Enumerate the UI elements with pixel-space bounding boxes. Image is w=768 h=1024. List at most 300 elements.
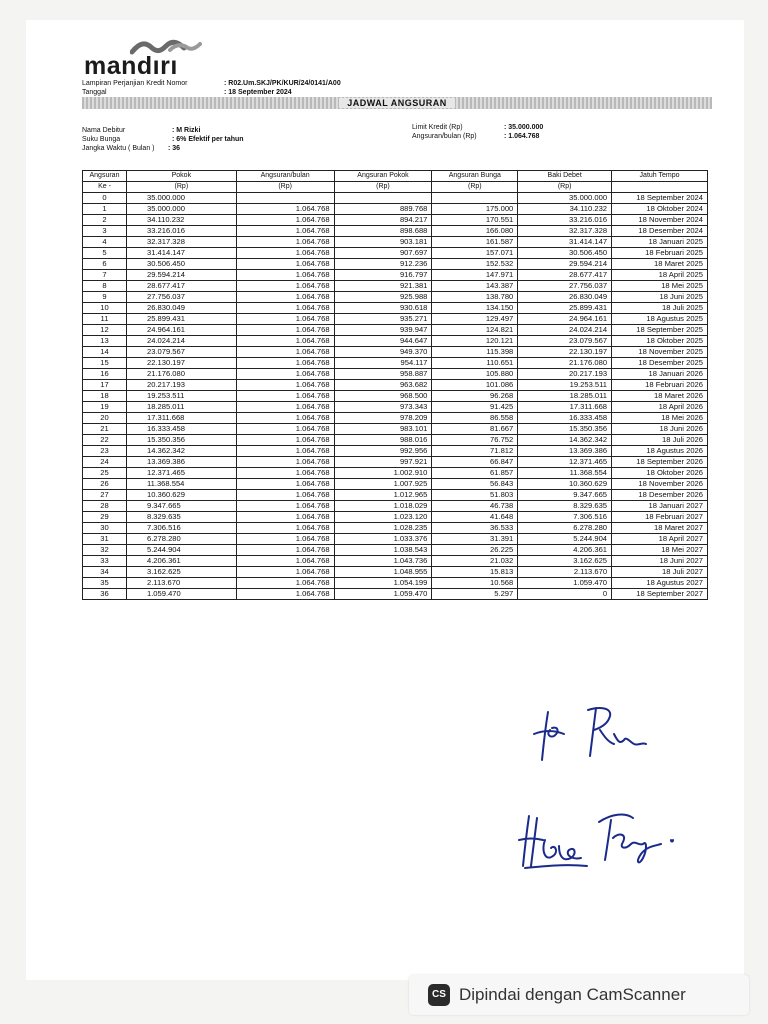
table-cell: 134.150 — [432, 303, 518, 314]
table-cell: 17.311.668 — [518, 402, 612, 413]
table-cell: 1.064.768 — [236, 270, 334, 281]
table-cell: 930.618 — [334, 303, 432, 314]
table-cell: 18 Mei 2026 — [612, 413, 708, 424]
table-cell: 20.217.193 — [518, 369, 612, 380]
table-cell: 1.064.768 — [236, 314, 334, 325]
table-cell: 1.064.768 — [236, 545, 334, 556]
bunga-value: : 6% Efektif per tahun — [172, 136, 244, 143]
table-cell: 5.244.904 — [518, 534, 612, 545]
table-cell: 1.064.768 — [236, 380, 334, 391]
table-cell: 18 Juli 2027 — [612, 567, 708, 578]
table-cell: 5.244.904 — [126, 545, 236, 556]
document-title: JADWAL ANGSURAN — [339, 98, 455, 108]
bunga-row — [82, 135, 244, 144]
table-cell: 29.594.214 — [126, 270, 236, 281]
table-cell: 4 — [83, 237, 127, 248]
table-cell: 1.064.768 — [236, 424, 334, 435]
camscanner-text: Dipindai dengan CamScanner — [459, 985, 686, 1004]
table-cell: 6.278.280 — [126, 534, 236, 545]
table-cell: 13 — [83, 336, 127, 347]
table-cell: 1.064.768 — [236, 204, 334, 215]
table-cell — [432, 193, 518, 204]
header-baki-debet: Baki Debet — [518, 171, 612, 182]
table-cell: 1.043.736 — [334, 556, 432, 567]
table-cell: 18 September 2027 — [612, 589, 708, 600]
table-cell: 1.064.768 — [236, 347, 334, 358]
table-cell: 1.064.768 — [236, 556, 334, 567]
table-cell: 18 Februari 2027 — [612, 512, 708, 523]
table-cell: 18 November 2025 — [612, 347, 708, 358]
table-row — [83, 545, 708, 556]
table-cell: 129.497 — [432, 314, 518, 325]
table-cell: 1.059.470 — [334, 589, 432, 600]
table-cell: 12 — [83, 325, 127, 336]
table-row — [83, 204, 708, 215]
table-cell: 1.064.768 — [236, 479, 334, 490]
table-cell: 17.311.668 — [126, 413, 236, 424]
table-cell: 24.024.214 — [126, 336, 236, 347]
table-cell: 18 April 2026 — [612, 402, 708, 413]
table-cell: 18 Januari 2027 — [612, 501, 708, 512]
table-cell: 23.079.567 — [126, 347, 236, 358]
table-cell: 0 — [518, 589, 612, 600]
table-cell: 1.064.768 — [236, 358, 334, 369]
table-cell: 6.278.280 — [518, 523, 612, 534]
table-cell: 9 — [83, 292, 127, 303]
table-cell: 18 Desember 2025 — [612, 358, 708, 369]
table-cell: 1 — [83, 204, 127, 215]
table-row — [83, 248, 708, 259]
bunga-label: Suku Bunga — [82, 136, 121, 143]
table-cell: 16.333.458 — [126, 424, 236, 435]
table-cell: 1.064.768 — [236, 336, 334, 347]
table-row — [83, 259, 708, 270]
table-cell: 3 — [83, 226, 127, 237]
table-cell: 1.012.965 — [334, 490, 432, 501]
table-row — [83, 534, 708, 545]
nama-label: Nama Debitur — [82, 127, 126, 134]
table-cell: 11.368.554 — [126, 479, 236, 490]
table-cell: 19.253.511 — [518, 380, 612, 391]
table-cell: 35.000.000 — [126, 204, 236, 215]
table-cell: 18 Juni 2026 — [612, 424, 708, 435]
table-cell: 18 Mei 2025 — [612, 281, 708, 292]
table-row — [83, 512, 708, 523]
table-cell: 1.002.910 — [334, 468, 432, 479]
table-row — [83, 281, 708, 292]
table-row — [83, 468, 708, 479]
table-cell: 1.064.768 — [236, 534, 334, 545]
table-cell: 110.651 — [432, 358, 518, 369]
table-cell: 31.414.147 — [126, 248, 236, 259]
table-cell — [334, 193, 432, 204]
subheader-rp: (Rp) — [236, 182, 334, 193]
table-cell: 1.064.768 — [236, 490, 334, 501]
table-cell: 916.797 — [334, 270, 432, 281]
table-cell: 3.162.625 — [518, 556, 612, 567]
table-cell: 20.217.193 — [126, 380, 236, 391]
table-cell: 1.048.955 — [334, 567, 432, 578]
table-cell: 15.350.356 — [518, 424, 612, 435]
angsuran-row — [412, 132, 539, 141]
subheader-rp: (Rp) — [334, 182, 432, 193]
signature-2 — [515, 800, 695, 876]
table-cell: 22.130.197 — [518, 347, 612, 358]
table-cell: 166.080 — [432, 226, 518, 237]
table-cell: 1.064.768 — [236, 446, 334, 457]
table-cell: 18 Februari 2026 — [612, 380, 708, 391]
table-cell: 949.370 — [334, 347, 432, 358]
table-cell: 21.176.080 — [518, 358, 612, 369]
table-cell: 76.752 — [432, 435, 518, 446]
table-cell: 1.059.470 — [518, 578, 612, 589]
table-cell: 18 Januari 2025 — [612, 237, 708, 248]
table-cell: 157.071 — [432, 248, 518, 259]
table-cell: 19.253.511 — [126, 391, 236, 402]
table-cell: 8 — [83, 281, 127, 292]
table-cell: 1.064.768 — [236, 248, 334, 259]
table-row — [83, 215, 708, 226]
table-cell: 25.899.431 — [126, 314, 236, 325]
table-cell: 26 — [83, 479, 127, 490]
table-row — [83, 567, 708, 578]
table-cell: 36 — [83, 589, 127, 600]
table-cell: 921.381 — [334, 281, 432, 292]
table-cell: 10.360.629 — [518, 479, 612, 490]
table-cell: 894.217 — [334, 215, 432, 226]
table-cell: 91.425 — [432, 402, 518, 413]
table-cell: 18.285.011 — [518, 391, 612, 402]
table-cell: 36.533 — [432, 523, 518, 534]
table-cell: 1.018.029 — [334, 501, 432, 512]
table-row — [83, 369, 708, 380]
table-row — [83, 435, 708, 446]
table-cell: 1.064.768 — [236, 578, 334, 589]
table-cell: 1.064.768 — [236, 303, 334, 314]
table-row — [83, 325, 708, 336]
table-cell: 152.532 — [432, 259, 518, 270]
table-row — [83, 523, 708, 534]
table-row — [83, 303, 708, 314]
signature-1 — [530, 700, 650, 772]
table-cell: 34.110.232 — [126, 215, 236, 226]
table-row — [83, 193, 708, 204]
limit-label: Limit Kredit (Rp) — [412, 124, 463, 131]
table-cell: 5 — [83, 248, 127, 259]
table-cell — [236, 193, 334, 204]
table-cell: 28.677.417 — [518, 270, 612, 281]
table-cell: 22.130.197 — [126, 358, 236, 369]
table-cell: 13.369.386 — [126, 457, 236, 468]
table-cell: 1.028.235 — [334, 523, 432, 534]
table-row — [83, 292, 708, 303]
table-cell: 21.032 — [432, 556, 518, 567]
table-cell: 1.007.925 — [334, 479, 432, 490]
table-cell: 35.000.000 — [518, 193, 612, 204]
table-cell: 7.306.516 — [126, 523, 236, 534]
tanggal-label: Tanggal — [82, 89, 107, 96]
table-cell: 973.343 — [334, 402, 432, 413]
table-cell: 124.821 — [432, 325, 518, 336]
table-cell: 18 Desember 2024 — [612, 226, 708, 237]
table-row — [83, 336, 708, 347]
table-cell: 13.369.386 — [518, 446, 612, 457]
table-row — [83, 237, 708, 248]
table-cell: 6 — [83, 259, 127, 270]
table-cell: 170.551 — [432, 215, 518, 226]
table-cell: 12.371.465 — [126, 468, 236, 479]
table-cell: 19 — [83, 402, 127, 413]
subheader-rp: (Rp) — [432, 182, 518, 193]
table-cell: 18 Juli 2025 — [612, 303, 708, 314]
table-cell: 32.317.328 — [518, 226, 612, 237]
table-cell: 18 — [83, 391, 127, 402]
table-cell: 32.317.328 — [126, 237, 236, 248]
table-cell: 1.064.768 — [236, 215, 334, 226]
table-cell: 18 Oktober 2025 — [612, 336, 708, 347]
table-row — [83, 578, 708, 589]
table-cell: 1.064.768 — [236, 259, 334, 270]
table-cell: 31 — [83, 534, 127, 545]
table-cell: 10 — [83, 303, 127, 314]
table-cell: 15.350.356 — [126, 435, 236, 446]
table-cell: 10.360.629 — [126, 490, 236, 501]
table-cell: 18 Mei 2027 — [612, 545, 708, 556]
table-cell: 1.064.768 — [236, 369, 334, 380]
table-cell: 1.064.768 — [236, 413, 334, 424]
table-cell: 1.064.768 — [236, 281, 334, 292]
table-cell: 18 Maret 2027 — [612, 523, 708, 534]
table-cell: 66.847 — [432, 457, 518, 468]
table-cell: 81.667 — [432, 424, 518, 435]
table-cell: 18 Desember 2026 — [612, 490, 708, 501]
table-row — [83, 347, 708, 358]
table-cell: 1.064.768 — [236, 468, 334, 479]
table-cell: 9.347.665 — [126, 501, 236, 512]
header-jatuh-tempo: Jatuh Tempo — [612, 171, 708, 182]
table-cell: 138.780 — [432, 292, 518, 303]
table-cell: 31.414.147 — [518, 237, 612, 248]
installment-table — [82, 170, 708, 600]
table-cell: 1.064.768 — [236, 402, 334, 413]
subheader-ke: Ke - — [83, 182, 127, 193]
table-cell: 954.117 — [334, 358, 432, 369]
table-cell: 17 — [83, 380, 127, 391]
table-cell: 101.086 — [432, 380, 518, 391]
camscanner-watermark — [409, 975, 749, 1015]
table-cell: 18 Oktober 2026 — [612, 468, 708, 479]
table-cell: 18 September 2025 — [612, 325, 708, 336]
table-cell: 1.064.768 — [236, 457, 334, 468]
table-cell: 14.362.342 — [126, 446, 236, 457]
table-cell: 898.688 — [334, 226, 432, 237]
table-cell: 18 September 2026 — [612, 457, 708, 468]
table-row — [83, 556, 708, 567]
table-cell: 1.064.768 — [236, 391, 334, 402]
table-cell: 27 — [83, 490, 127, 501]
table-cell: 912.236 — [334, 259, 432, 270]
table-cell: 958.887 — [334, 369, 432, 380]
table-cell: 34 — [83, 567, 127, 578]
table-row — [83, 314, 708, 325]
table-cell: 997.921 — [334, 457, 432, 468]
table-cell: 4.206.361 — [126, 556, 236, 567]
nama-value: : M Rizki — [172, 127, 201, 134]
table-row — [83, 457, 708, 468]
table-cell: 21.176.080 — [126, 369, 236, 380]
table-cell: 105.880 — [432, 369, 518, 380]
table-cell: 18 November 2024 — [612, 215, 708, 226]
table-cell: 0 — [83, 193, 127, 204]
table-body — [83, 193, 708, 600]
subheader-rp: (Rp) — [518, 182, 612, 193]
table-cell: 1.064.768 — [236, 501, 334, 512]
table-row — [83, 424, 708, 435]
table-cell: 18 November 2026 — [612, 479, 708, 490]
table-cell: 1.064.768 — [236, 237, 334, 248]
table-cell: 18 April 2025 — [612, 270, 708, 281]
table-header-row — [83, 171, 708, 182]
table-row — [83, 446, 708, 457]
table-cell: 1.064.768 — [236, 292, 334, 303]
table-cell: 33.216.016 — [518, 215, 612, 226]
table-cell: 35.000.000 — [126, 193, 236, 204]
header-angsuran-pokok: Angsuran Pokok — [334, 171, 432, 182]
table-cell: 16 — [83, 369, 127, 380]
perjanjian-label: Lampiran Perjanjian Kredit Nomor — [82, 80, 188, 87]
perjanjian-value: : R02.Um.SKJ/PK/KUR/24/0141/A00 — [224, 80, 341, 87]
table-cell: 8.329.635 — [126, 512, 236, 523]
table-cell: 944.647 — [334, 336, 432, 347]
table-cell: 18 Agustus 2027 — [612, 578, 708, 589]
table-row — [83, 413, 708, 424]
table-row — [83, 402, 708, 413]
table-cell: 24 — [83, 457, 127, 468]
table-cell: 11 — [83, 314, 127, 325]
table-cell: 27.756.037 — [126, 292, 236, 303]
table-cell: 25 — [83, 468, 127, 479]
table-cell: 925.988 — [334, 292, 432, 303]
table-cell: 7 — [83, 270, 127, 281]
table-cell: 992.956 — [334, 446, 432, 457]
table-cell: 23.079.567 — [518, 336, 612, 347]
table-cell: 30.506.450 — [126, 259, 236, 270]
table-cell: 147.971 — [432, 270, 518, 281]
subheader-blank — [612, 182, 708, 193]
table-row — [83, 226, 708, 237]
table-row — [83, 270, 708, 281]
tanggal-value: : 18 September 2024 — [224, 89, 292, 96]
table-cell: 9.347.665 — [518, 490, 612, 501]
header-angsuran: Angsuran — [83, 171, 127, 182]
table-cell: 1.023.120 — [334, 512, 432, 523]
table-cell: 935.271 — [334, 314, 432, 325]
header-angsuran-bunga: Angsuran Bunga — [432, 171, 518, 182]
table-cell: 24.964.161 — [126, 325, 236, 336]
table-cell: 41.648 — [432, 512, 518, 523]
table-cell: 18 Oktober 2024 — [612, 204, 708, 215]
table-cell: 1.064.768 — [236, 523, 334, 534]
brand-logo: mandırı — [84, 52, 178, 80]
table-cell: 21 — [83, 424, 127, 435]
table-cell: 939.947 — [334, 325, 432, 336]
table-cell: 86.558 — [432, 413, 518, 424]
table-row — [83, 380, 708, 391]
table-cell: 18 Maret 2026 — [612, 391, 708, 402]
title-banner — [82, 97, 712, 109]
table-cell: 29 — [83, 512, 127, 523]
table-row — [83, 501, 708, 512]
table-cell: 2 — [83, 215, 127, 226]
table-cell: 1.064.768 — [236, 435, 334, 446]
table-cell: 15 — [83, 358, 127, 369]
table-cell: 18 Juni 2025 — [612, 292, 708, 303]
table-cell: 71.812 — [432, 446, 518, 457]
table-cell: 120.121 — [432, 336, 518, 347]
table-cell: 18 Januari 2026 — [612, 369, 708, 380]
table-row — [83, 391, 708, 402]
table-cell: 22 — [83, 435, 127, 446]
table-cell: 28 — [83, 501, 127, 512]
table-cell: 33.216.016 — [126, 226, 236, 237]
table-cell: 12.371.465 — [518, 457, 612, 468]
table-cell: 8.329.635 — [518, 501, 612, 512]
table-cell: 34.110.232 — [518, 204, 612, 215]
table-cell: 35 — [83, 578, 127, 589]
table-cell: 28.677.417 — [126, 281, 236, 292]
table-cell: 1.059.470 — [126, 589, 236, 600]
table-cell: 988.016 — [334, 435, 432, 446]
table-cell: 903.181 — [334, 237, 432, 248]
table-cell: 983.101 — [334, 424, 432, 435]
table-cell: 30.506.450 — [518, 248, 612, 259]
table-cell: 18 Februari 2025 — [612, 248, 708, 259]
table-cell: 18 September 2024 — [612, 193, 708, 204]
table-row — [83, 479, 708, 490]
table-cell: 18 Maret 2025 — [612, 259, 708, 270]
table-cell: 1.038.543 — [334, 545, 432, 556]
table-row — [83, 358, 708, 369]
table-cell: 963.682 — [334, 380, 432, 391]
jangka-label: Jangka Waktu ( Bulan ) — [82, 145, 155, 152]
table-cell: 14.362.342 — [518, 435, 612, 446]
table-cell: 18 April 2027 — [612, 534, 708, 545]
table-cell: 18 Agustus 2025 — [612, 314, 708, 325]
limit-row — [412, 123, 543, 132]
table-cell: 4.206.361 — [518, 545, 612, 556]
table-cell: 1.064.768 — [236, 512, 334, 523]
table-row — [83, 589, 708, 600]
table-cell: 889.768 — [334, 204, 432, 215]
table-cell: 26.225 — [432, 545, 518, 556]
table-cell: 18 Agustus 2026 — [612, 446, 708, 457]
table-cell: 51.803 — [432, 490, 518, 501]
table-cell: 3.162.625 — [126, 567, 236, 578]
table-cell: 7.306.516 — [518, 512, 612, 523]
table-cell: 1.064.768 — [236, 226, 334, 237]
table-cell: 61.857 — [432, 468, 518, 479]
table-cell: 968.500 — [334, 391, 432, 402]
table-cell: 23 — [83, 446, 127, 457]
table-cell: 18.285.011 — [126, 402, 236, 413]
camscanner-logo-icon: CS — [428, 984, 450, 1006]
table-cell: 24.024.214 — [518, 325, 612, 336]
table-cell: 1.064.768 — [236, 325, 334, 336]
table-cell: 1.033.376 — [334, 534, 432, 545]
angsuran-value: : 1.064.768 — [504, 133, 540, 140]
table-cell: 33 — [83, 556, 127, 567]
table-cell: 26.830.049 — [126, 303, 236, 314]
